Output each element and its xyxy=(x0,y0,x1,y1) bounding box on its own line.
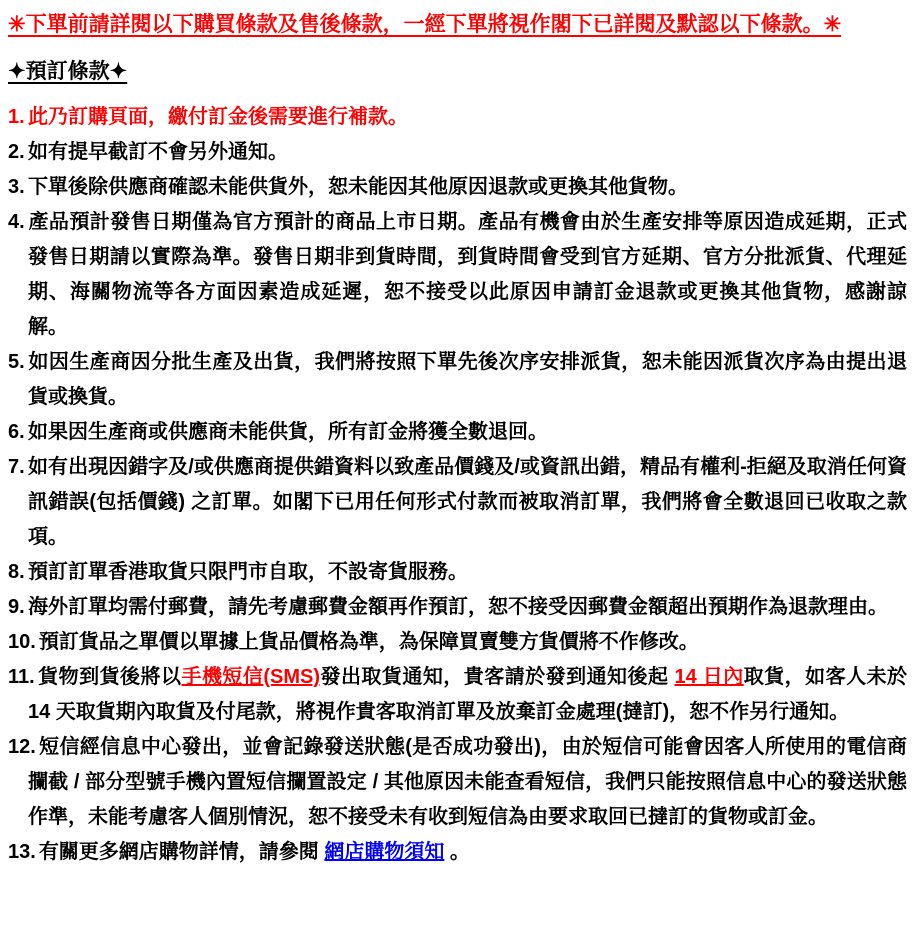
item-text: 預訂貨品之單價以單據上貨品價格為準，為保障買賣雙方貨價將不作修改。 xyxy=(38,631,699,653)
terms-item-1 xyxy=(8,100,907,135)
terms-item-12 xyxy=(8,730,907,835)
terms-item-10 xyxy=(8,625,907,660)
terms-item-8 xyxy=(8,555,907,590)
item-text: 有關更多網店購物詳情，請參閱 xyxy=(38,841,325,863)
item-number: 5. xyxy=(8,351,25,373)
item-number: 3. xyxy=(8,176,25,198)
terms-list xyxy=(8,100,907,870)
terms-item-11 xyxy=(8,660,907,730)
terms-item-6 xyxy=(8,415,907,450)
terms-item-2 xyxy=(8,135,907,170)
item-text: 預訂訂單香港取貨只限門市自取，不設寄貨服務。 xyxy=(28,561,468,583)
item-number: 9. xyxy=(8,596,25,618)
terms-item-4 xyxy=(8,205,907,345)
item-number: 11. xyxy=(8,666,35,688)
item-text: 產品預計發售日期僅為官方預計的商品上市日期。產品有機會由於生產安排等原因造成延期，正式發售日期請以實際為準。發售日期非到貨時間，到貨時間會受到官方延期、官方分批派貨、代理延期、海關物流等各方面因素造成延遲，恕不接受以此原因申請訂金退款或更換其他貨物，感謝諒解。 xyxy=(28,211,907,338)
item-number: 6. xyxy=(8,421,25,443)
notice-text: ✳下單前請詳閱以下購買條款及售後條款，一經下單將視作閣下已詳閱及默認以下條款。✳ xyxy=(8,13,842,36)
section-heading-text: ✦預訂條款✦ xyxy=(8,60,128,83)
section-heading xyxy=(8,57,907,87)
item-number: 1. xyxy=(8,106,25,128)
item-text: 貨物到貨後將以 xyxy=(37,666,182,688)
shop-guide-link[interactable]: 網店購物須知 xyxy=(324,841,445,863)
terms-item-7 xyxy=(8,450,907,555)
red-highlight: 14 日內 xyxy=(674,666,744,688)
terms-item-13 xyxy=(8,835,907,870)
terms-item-9 xyxy=(8,590,907,625)
item-text: 如因生產商因分批生產及出貨，我們將按照下單先後次序安排派貨，恕未能因派貨次序為由提出退貨或換貨。 xyxy=(28,351,907,408)
item-text: 此乃訂購頁面，繳付訂金後需要進行補款。 xyxy=(28,106,408,128)
item-number: 7. xyxy=(8,456,25,478)
item-text: 海外訂單均需付郵費，請先考慮郵費金額再作預訂，恕不接受因郵費金額超出預期作為退款理由。 xyxy=(28,596,888,618)
item-number: 4. xyxy=(8,211,25,233)
item-text: 發出取貨通知，貴客請於發到通知後起 xyxy=(320,666,675,688)
item-number: 8. xyxy=(8,561,25,583)
item-text: 取貨，如客人未於 14 天取貨期內取貨及付尾款，將視作貴客取消訂單及放棄訂金處理(撻訂)，恕不作另行通知。 xyxy=(28,666,908,723)
item-text: 如果因生產商或供應商未能供貨，所有訂金將獲全數退回。 xyxy=(28,421,548,443)
item-text: 下單後除供應商確認未能供貨外，恕未能因其他原因退款或更換其他貨物。 xyxy=(28,176,688,198)
terms-item-5 xyxy=(8,345,907,415)
item-text: 短信經信息中心發出，並會記錄發送狀態(是否成功發出)，由於短信可能會因客人所使用的電信商攔截 / 部分型號手機內置短信攔置設定 / 其他原因未能查看短信，我們只能按照信息中心的發送狀態作準，未能考慮客人個別情況，恕不接受未有收到短信為由要求取回已撻訂的貨物或訂金。 xyxy=(28,736,907,828)
item-number: 2. xyxy=(8,141,25,163)
item-number: 12. xyxy=(8,736,36,758)
item-number: 13. xyxy=(8,841,36,863)
item-text: 。 xyxy=(444,841,470,863)
red-highlight: 手機短信(SMS) xyxy=(181,666,321,688)
item-text: 如有出現因錯字及/或供應商提供錯資料以致產品價錢及/或資訊出錯，精品有權利-拒絕及取消任何資訊錯誤(包括價錢) 之訂單。如閣下已用任何形式付款而被取消訂單，我們將會全數退回已收取之款項。 xyxy=(28,456,907,548)
item-text: 如有提早截訂不會另外通知。 xyxy=(28,141,288,163)
item-number: 10. xyxy=(8,631,36,653)
terms-item-3 xyxy=(8,170,907,205)
notice-banner xyxy=(8,10,907,40)
